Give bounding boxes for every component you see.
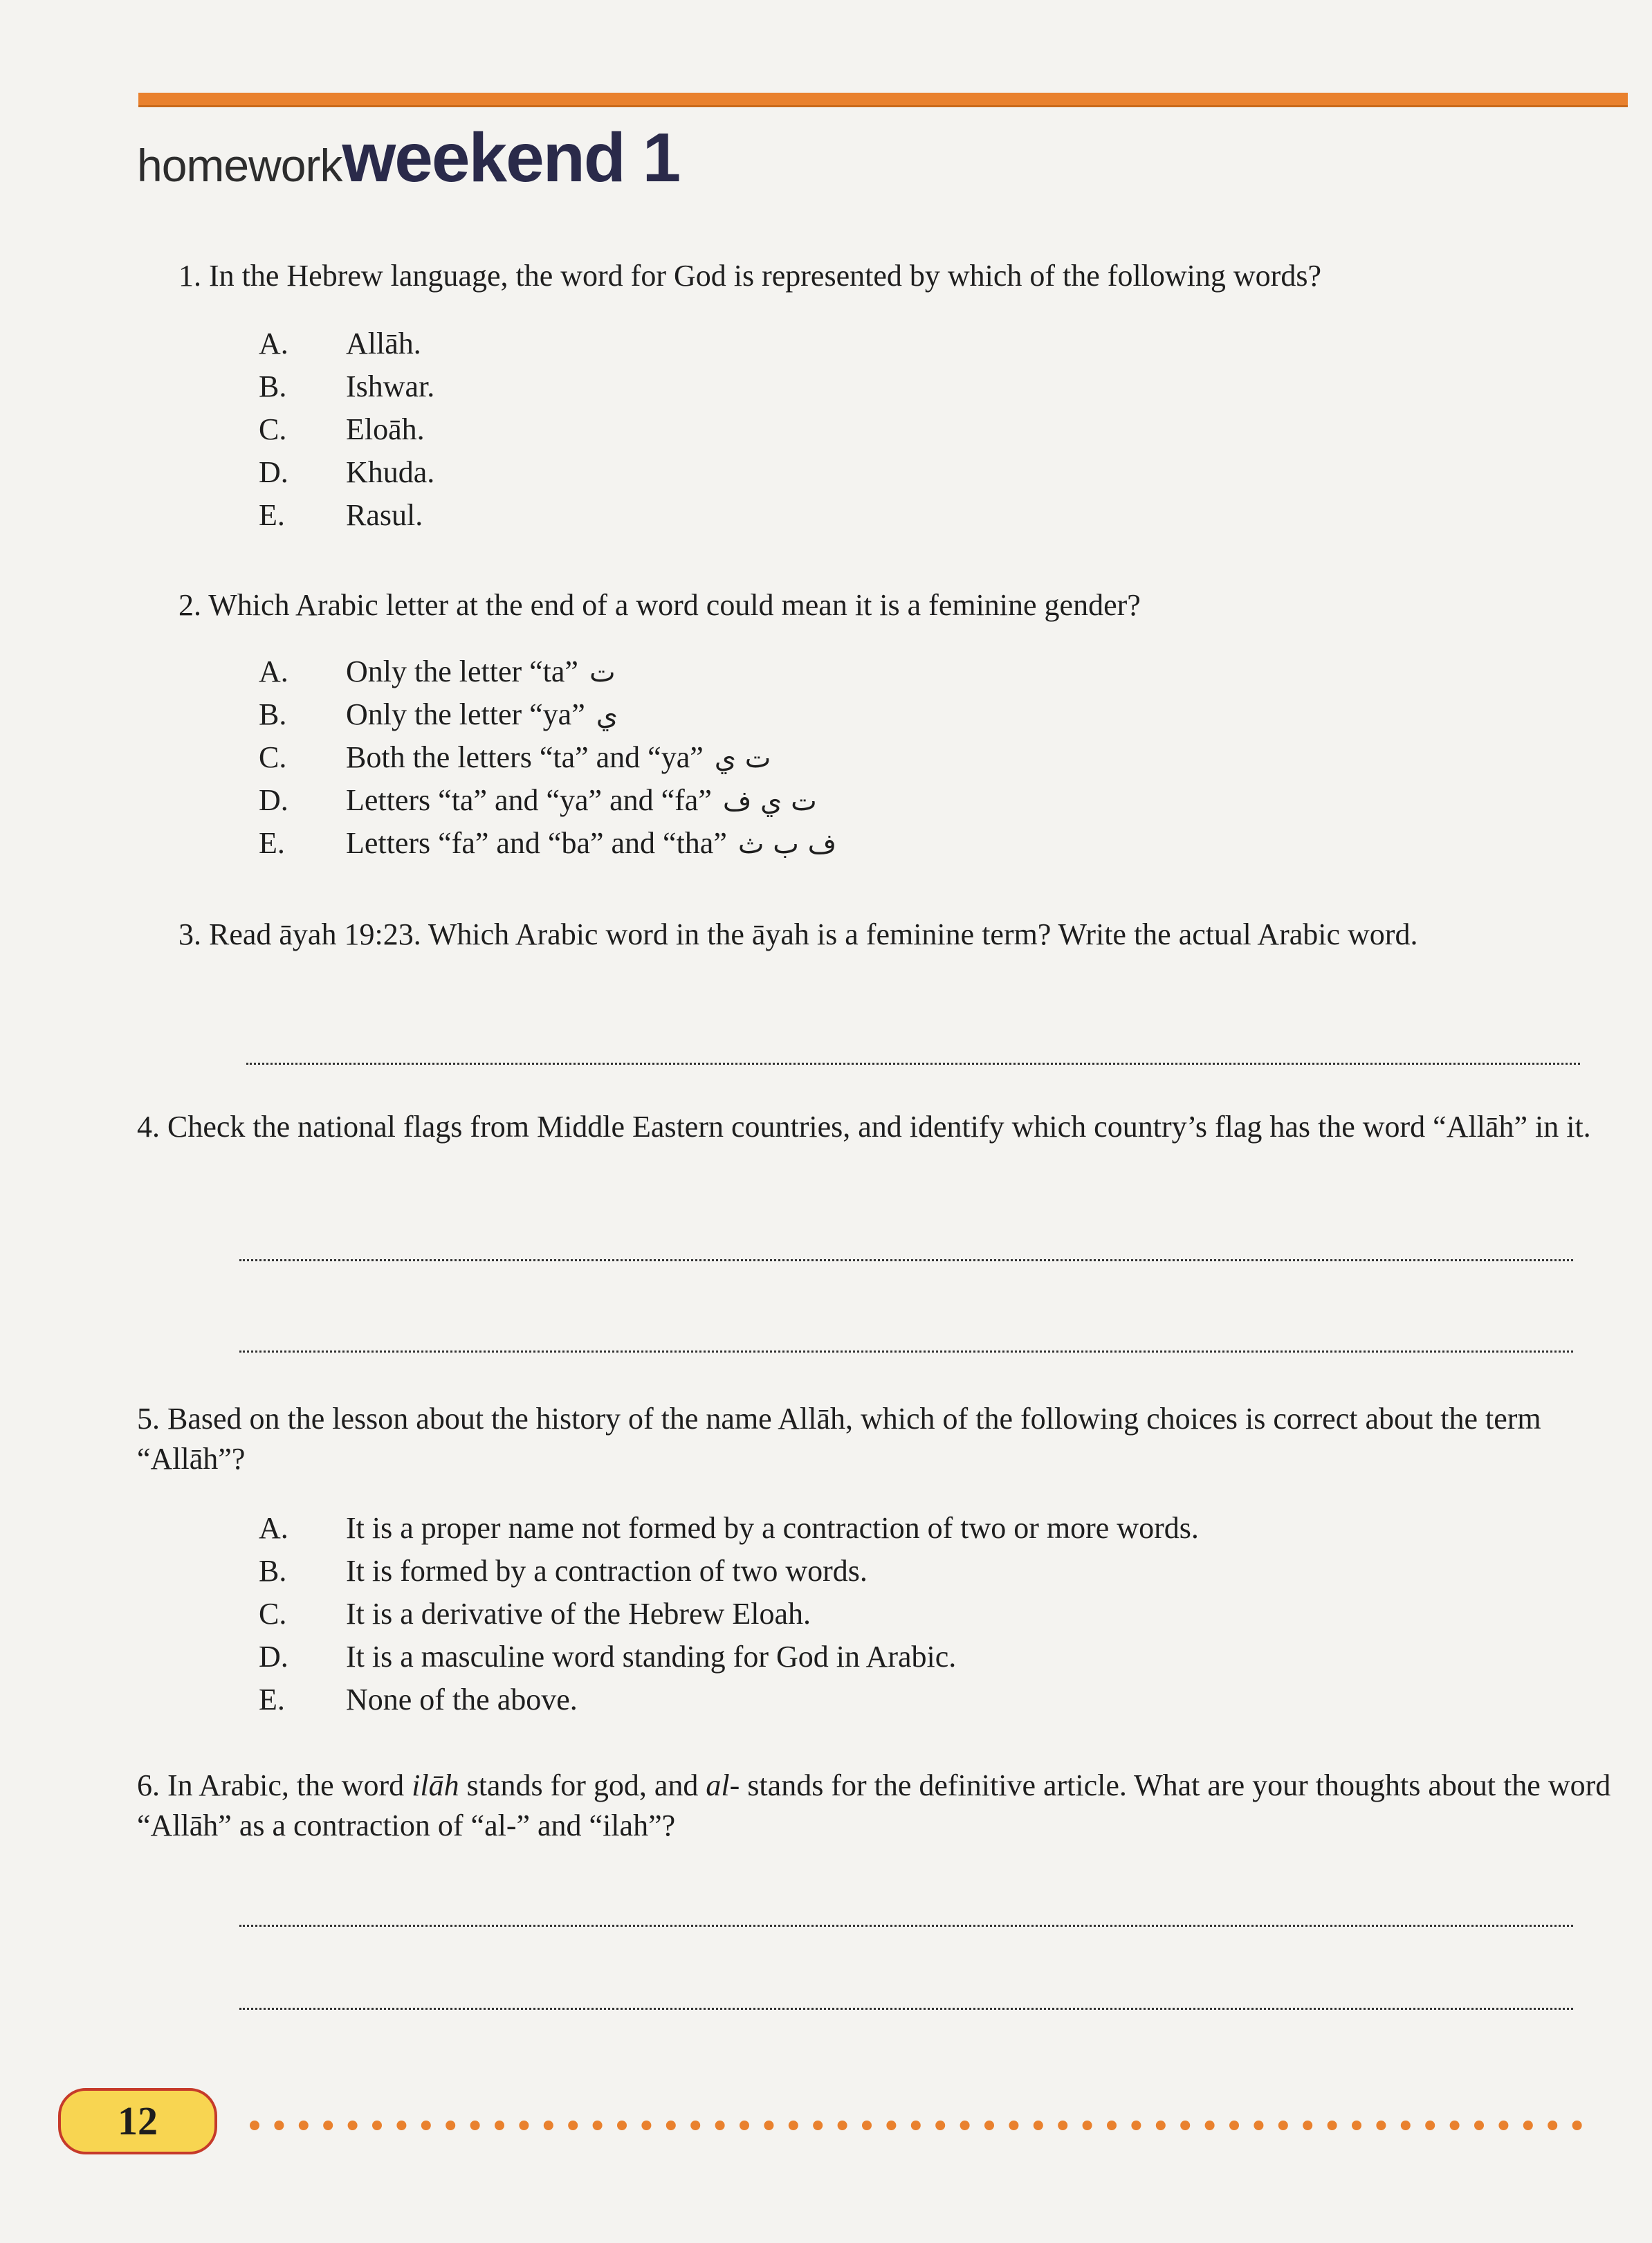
footer-dot bbox=[1131, 2121, 1141, 2130]
footer-dot bbox=[274, 2121, 284, 2130]
option-letter: C. bbox=[259, 412, 287, 446]
option-text: It is a masculine word standing for God in Arabic. bbox=[346, 1640, 957, 1674]
answer-line-q4-1[interactable] bbox=[239, 1259, 1573, 1261]
option-text: It is a derivative of the Hebrew Eloah. bbox=[346, 1597, 811, 1631]
footer-dot bbox=[1156, 2121, 1166, 2130]
answer-line-q3[interactable] bbox=[246, 1063, 1580, 1065]
page-number-badge: 12 bbox=[58, 2088, 217, 2154]
footer-dot bbox=[935, 2121, 945, 2130]
footer-dot bbox=[1034, 2121, 1043, 2130]
header-accent-bar bbox=[138, 93, 1628, 107]
footer-dot bbox=[372, 2121, 382, 2130]
q6-part-1: 6. In Arabic, the word bbox=[137, 1768, 412, 1802]
footer-dot bbox=[348, 2121, 358, 2130]
footer-dot bbox=[1180, 2121, 1190, 2130]
footer-dot bbox=[1401, 2121, 1411, 2130]
option-letter: D. bbox=[259, 783, 288, 817]
answer-line-q6-2[interactable] bbox=[239, 2008, 1573, 2010]
option-letter: A. bbox=[259, 1511, 288, 1545]
heading-weekend: weekend 1 bbox=[342, 119, 680, 196]
footer-dot bbox=[1083, 2121, 1092, 2130]
footer-dot bbox=[1009, 2121, 1018, 2130]
footer-dot bbox=[470, 2121, 480, 2130]
answer-line-q6-1[interactable] bbox=[239, 1925, 1573, 1927]
option-text: None of the above. bbox=[346, 1683, 578, 1716]
question-6-text bbox=[137, 1766, 1631, 1846]
option-letter: D. bbox=[259, 455, 288, 489]
footer-dot bbox=[1107, 2121, 1117, 2130]
option-text: Both the letters “ta” and “ya” bbox=[346, 740, 704, 774]
option-text: Ishwar. bbox=[346, 369, 435, 403]
footer-dot bbox=[813, 2121, 823, 2130]
q5-option-b[interactable] bbox=[259, 1551, 868, 1591]
footer-dot bbox=[250, 2121, 259, 2130]
q2-option-e[interactable] bbox=[259, 823, 836, 864]
option-text: It is a proper name not formed by a contraction of two or more words. bbox=[346, 1511, 1199, 1545]
q6-term-ilah: ilāh bbox=[412, 1768, 459, 1802]
option-text: Eloāh. bbox=[346, 412, 425, 446]
q2-option-c[interactable] bbox=[259, 738, 771, 778]
footer-dot-rule bbox=[249, 2118, 1584, 2132]
footer-dot bbox=[690, 2121, 700, 2130]
footer-dot bbox=[1425, 2121, 1435, 2130]
question-2-text: 2. Which Arabic letter at the end of a word could mean it is a feminine gender? bbox=[178, 588, 1141, 622]
option-text: Allāh. bbox=[346, 327, 421, 360]
footer-dot bbox=[1498, 2121, 1508, 2130]
footer-dot bbox=[1548, 2121, 1557, 2130]
footer-dot bbox=[593, 2121, 603, 2130]
q2-option-a[interactable] bbox=[259, 652, 616, 693]
option-letter: D. bbox=[259, 1640, 288, 1674]
footer-dot bbox=[1058, 2121, 1067, 2130]
option-letter: A. bbox=[259, 327, 288, 360]
footer-dot bbox=[446, 2121, 455, 2130]
q2-option-b[interactable] bbox=[259, 695, 618, 735]
arabic-letters: ت ي ف bbox=[722, 785, 817, 817]
footer-dot bbox=[544, 2121, 553, 2130]
footer-dot bbox=[1303, 2121, 1312, 2130]
footer-dot bbox=[1523, 2121, 1533, 2130]
footer-dot bbox=[1352, 2121, 1361, 2130]
footer-dot bbox=[838, 2121, 847, 2130]
question-1-text: 1. In the Hebrew language, the word for God is represented by which of the following words? bbox=[178, 259, 1321, 293]
option-letter: C. bbox=[259, 1597, 287, 1631]
footer-dot bbox=[960, 2121, 970, 2130]
footer-dot bbox=[1254, 2121, 1263, 2130]
option-text: Letters “ta” and “ya” and “fa” bbox=[346, 783, 712, 817]
q1-option-c[interactable] bbox=[259, 410, 425, 450]
footer-dot bbox=[617, 2121, 627, 2130]
q5-option-a[interactable] bbox=[259, 1508, 1199, 1548]
footer-dot bbox=[568, 2121, 578, 2130]
footer-dot bbox=[1450, 2121, 1460, 2130]
footer-dot bbox=[715, 2121, 725, 2130]
footer-dot bbox=[421, 2121, 431, 2130]
footer-dot bbox=[299, 2121, 309, 2130]
footer-dot bbox=[911, 2121, 921, 2130]
question-5-text: 5. Based on the lesson about the history of the name Allāh, which of the following choices is correct about the term “Allāh”? bbox=[137, 1402, 1541, 1476]
q6-part-2: stands for god, and bbox=[459, 1768, 706, 1802]
footer-dot bbox=[1474, 2121, 1484, 2130]
footer-dot bbox=[666, 2121, 676, 2130]
q6-term-al: al- bbox=[706, 1768, 740, 1802]
footer-dot bbox=[789, 2121, 798, 2130]
footer-dot bbox=[519, 2121, 529, 2130]
question-4-text: 4. Check the national flags from Middle Eastern countries, and identify which country’s flag has the word “Allāh” in it. bbox=[137, 1110, 1591, 1144]
footer-dot bbox=[740, 2121, 749, 2130]
footer-dot bbox=[396, 2121, 406, 2130]
option-letter: E. bbox=[259, 826, 285, 860]
option-letter: E. bbox=[259, 1683, 285, 1716]
option-letter: B. bbox=[259, 1554, 287, 1588]
option-letter: A. bbox=[259, 654, 288, 688]
q1-option-e[interactable] bbox=[259, 495, 423, 535]
footer-dot bbox=[764, 2121, 773, 2130]
q1-option-a[interactable] bbox=[259, 324, 421, 364]
footer-dot bbox=[641, 2121, 651, 2130]
footer-dot bbox=[1328, 2121, 1337, 2130]
q1-option-d[interactable] bbox=[259, 452, 434, 493]
option-letter: C. bbox=[259, 740, 287, 774]
option-letter: B. bbox=[259, 369, 287, 403]
answer-line-q4-2[interactable] bbox=[239, 1351, 1573, 1353]
footer-dot bbox=[323, 2121, 333, 2130]
page-heading bbox=[137, 119, 680, 196]
option-letter: B. bbox=[259, 697, 287, 731]
footer-dot bbox=[1572, 2121, 1582, 2130]
footer-dot bbox=[1376, 2121, 1386, 2130]
footer-dot bbox=[1229, 2121, 1239, 2130]
option-text: Rasul. bbox=[346, 498, 423, 532]
footer-dot bbox=[1278, 2121, 1288, 2130]
footer-dot bbox=[984, 2121, 994, 2130]
q6-part-3: stands for the definitive article. What are your thoughts about the word “Allāh” as a contraction of “al-” and “ilah”? bbox=[137, 1768, 1611, 1842]
footer-dot bbox=[886, 2121, 896, 2130]
footer-dot bbox=[862, 2121, 872, 2130]
q5-option-e[interactable] bbox=[259, 1680, 578, 1720]
option-letter: E. bbox=[259, 498, 285, 532]
arabic-letters: ف ب ث bbox=[737, 828, 837, 860]
q1-option-b[interactable] bbox=[259, 367, 434, 407]
heading-homework: homework bbox=[137, 140, 342, 191]
question-3-text: 3. Read āyah 19:23. Which Arabic word in the āyah is a feminine term? Write the actual Arabic word. bbox=[178, 917, 1418, 951]
q5-option-d[interactable] bbox=[259, 1637, 956, 1677]
option-text: Khuda. bbox=[346, 455, 435, 489]
q2-option-d[interactable] bbox=[259, 780, 817, 821]
option-text: It is formed by a contraction of two words. bbox=[346, 1554, 868, 1588]
arabic-letters: ت ي bbox=[714, 742, 771, 774]
footer-dot bbox=[1205, 2121, 1215, 2130]
option-text: Only the letter “ya” bbox=[346, 697, 585, 731]
footer-dot bbox=[495, 2121, 504, 2130]
arabic-letters: ت bbox=[589, 657, 616, 688]
q5-option-c[interactable] bbox=[259, 1594, 811, 1634]
option-text: Only the letter “ta” bbox=[346, 654, 578, 688]
arabic-letters: ي bbox=[596, 699, 618, 731]
option-text: Letters “fa” and “ba” and “tha” bbox=[346, 826, 727, 860]
